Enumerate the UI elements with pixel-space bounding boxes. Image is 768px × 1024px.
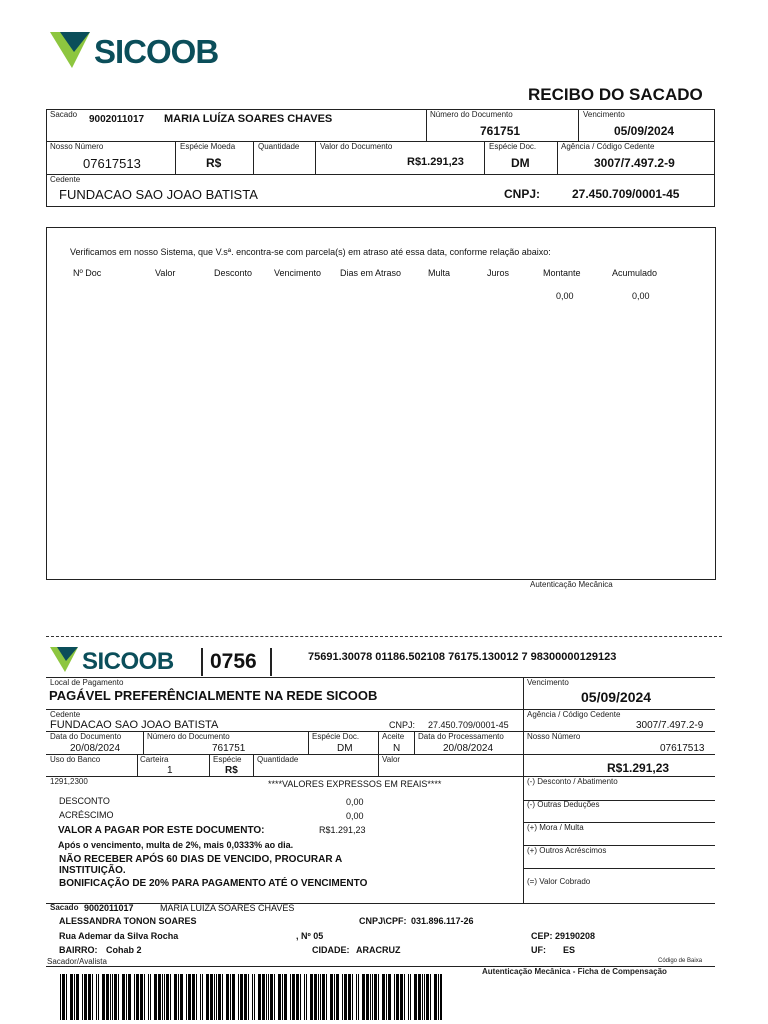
col-header-multa: Multa xyxy=(428,268,451,278)
barcode-bar xyxy=(248,974,249,1020)
receipt-title: RECIBO DO SACADO xyxy=(528,85,703,104)
barcode-bar xyxy=(396,974,399,1020)
payer-bairro: Cohab 2 xyxy=(106,945,142,955)
aceite-value: N xyxy=(393,743,401,754)
barcode-bar xyxy=(70,974,73,1020)
barcode-bar xyxy=(430,974,431,1020)
data-documento-value: 20/08/2024 xyxy=(70,743,121,754)
barcode-bar xyxy=(188,974,191,1020)
barcode-bar xyxy=(282,974,283,1020)
barcode-bar xyxy=(218,974,221,1020)
barcode-bar xyxy=(274,974,275,1020)
barcode-bar xyxy=(192,974,195,1020)
barcode-bar xyxy=(262,974,265,1020)
barcode-bar xyxy=(290,974,291,1020)
agencia-value: 3007/7.497.2-9 xyxy=(594,156,675,170)
barcode-bar xyxy=(296,974,299,1020)
vencimento-value: 05/09/2024 xyxy=(614,124,675,138)
payer-cpf: 031.896.117-26 xyxy=(411,916,474,926)
barcode-bar xyxy=(114,974,117,1020)
barcode-bar xyxy=(118,974,119,1020)
barcode-bar xyxy=(166,974,169,1020)
data-processamento-label: Data do Processamento xyxy=(418,732,504,741)
valor-documento-value: R$1.291,23 xyxy=(407,156,464,168)
nao-receber-text-1: NÃO RECEBER APÓS 60 DIAS DE VENCIDO, PROCURAR A xyxy=(59,854,343,865)
barcode-bar xyxy=(202,974,203,1020)
nosso-numero-value: 07617513 xyxy=(83,156,141,171)
aceite-label: Aceite xyxy=(382,732,405,741)
barcode-bar xyxy=(374,974,377,1020)
payer-uf: ES xyxy=(563,945,576,955)
barcode-bar xyxy=(418,974,421,1020)
payer-cidade-label: CIDADE: xyxy=(312,945,350,955)
bonificacao-text: BONIFICAÇÃO DE 20% PARA PAGAMENTO ATÉ O VENCIMENTO xyxy=(59,878,368,889)
barcode-bar xyxy=(186,974,187,1020)
bank-code: 0756 xyxy=(210,650,257,673)
barcode-bar xyxy=(180,974,183,1020)
col-header-juros: Juros xyxy=(487,268,510,278)
payer-cep: 29190208 xyxy=(555,931,596,941)
barcode-bar xyxy=(386,974,387,1020)
barcode-bar xyxy=(76,974,79,1020)
slip-cnpj-label: CNPJ: xyxy=(389,720,416,730)
barcode-bar xyxy=(440,974,442,1020)
barcode-bar xyxy=(422,974,423,1020)
barcode-bar xyxy=(206,974,209,1020)
barcode-bar xyxy=(162,974,163,1020)
slip-quantidade-label: Quantidade xyxy=(257,755,299,764)
data-processamento-value: 20/08/2024 xyxy=(443,743,494,754)
barcode-bar xyxy=(300,974,301,1020)
outras-deducoes-label: (-) Outras Deduções xyxy=(527,800,600,809)
payer-street: Rua Ademar da Silva Rocha xyxy=(59,931,179,941)
svg-text:SICOOB: SICOOB xyxy=(94,33,219,70)
sacador-label: Sacador/Avalista xyxy=(47,957,107,966)
barcode-bar xyxy=(230,974,231,1020)
col-header-ndoc: Nº Doc xyxy=(73,268,102,278)
barcode-bar xyxy=(362,974,365,1020)
barcode-bar xyxy=(144,974,145,1020)
acrescimo-value: 0,00 xyxy=(346,811,364,821)
slip-agencia-value: 3007/7.497.2-9 xyxy=(636,720,704,731)
barcode-bar xyxy=(106,974,109,1020)
barcode-bar xyxy=(404,974,405,1020)
barcode-bar xyxy=(266,974,267,1020)
barcode-bar xyxy=(150,974,151,1020)
col-header-desconto: Desconto xyxy=(214,268,253,278)
barcode-bar xyxy=(82,974,83,1020)
barcode-bar xyxy=(372,974,373,1020)
barcode-bar xyxy=(148,974,149,1020)
overdue-box xyxy=(46,227,716,580)
slip-cnpj-value: 27.450.709/0001-45 xyxy=(428,720,509,730)
cnpj-label: CNPJ: xyxy=(504,187,541,201)
barcode-bar xyxy=(158,974,161,1020)
barcode-bar xyxy=(358,974,359,1020)
especie-doc-label: Espécie Doc. xyxy=(489,142,537,151)
barcode-bar xyxy=(334,974,335,1020)
col-header-dias: Dias em Atraso xyxy=(340,268,402,278)
acrescimo-label: ACRÉSCIMO xyxy=(59,810,114,820)
barcode-bar xyxy=(348,974,351,1020)
col-header-vencimento: Vencimento xyxy=(274,268,322,278)
barcode-bar xyxy=(62,974,65,1020)
slip-especie-doc-value: DM xyxy=(337,743,353,754)
barcode-bar xyxy=(134,974,135,1020)
barcode-bar xyxy=(126,974,127,1020)
svg-text:SICOOB: SICOOB xyxy=(82,648,174,674)
cut-line xyxy=(46,636,722,637)
barcode-bar xyxy=(84,974,87,1020)
payer-bairro-label: BAIRRO: xyxy=(59,945,98,955)
instruction-code: 1291,2300 xyxy=(50,777,88,786)
valor-pagar-label: VALOR A PAGAR POR ESTE DOCUMENTO: xyxy=(58,825,265,836)
data-documento-label: Data do Documento xyxy=(50,732,122,741)
barcode-bar xyxy=(238,974,239,1020)
montante-value: 0,00 xyxy=(556,291,574,301)
barcode-bar xyxy=(356,974,357,1020)
slip-nosso-numero-label: Nosso Número xyxy=(527,732,581,741)
barcode-bar xyxy=(278,974,281,1020)
nosso-numero-label: Nosso Número xyxy=(50,142,104,151)
especie-moeda-label: Espécie Moeda xyxy=(180,142,236,151)
slip-numero-documento-label: Número do Documento xyxy=(147,732,230,741)
valor-documento-label: Valor do Documento xyxy=(320,142,393,151)
barcode-bar xyxy=(342,974,343,1020)
sicoob-logo xyxy=(50,30,230,72)
barcode-bar xyxy=(196,974,197,1020)
acumulado-value: 0,00 xyxy=(632,291,650,301)
barcode-bar xyxy=(314,974,317,1020)
barcode-bar xyxy=(378,974,379,1020)
barcode-bar xyxy=(258,974,261,1020)
barcode-bar xyxy=(222,974,223,1020)
barcode-bar xyxy=(426,974,429,1020)
barcode-bar xyxy=(330,974,333,1020)
barcode-bar xyxy=(240,974,243,1020)
local-pagamento-label: Local de Pagamento xyxy=(50,678,124,687)
quantidade-label: Quantidade xyxy=(258,142,300,151)
slip-vencimento-label: Vencimento xyxy=(527,678,569,687)
col-header-acumulado: Acumulado xyxy=(612,268,658,278)
barcode-bar xyxy=(320,974,321,1020)
digitable-line: 75691.30078 01186.502108 76175.130012 7 98300000129123 xyxy=(308,651,617,663)
barcode-bar xyxy=(110,974,111,1020)
overdue-notice: Verificamos em nosso Sistema, que V.sª. encontra-se com parcela(s) em atraso até essa data, conforme relação abaixo: xyxy=(70,247,551,257)
barcode-bar xyxy=(66,974,67,1020)
payer-cpf-label: CNPJ\CPF: xyxy=(359,916,407,926)
barcode-bar xyxy=(304,974,305,1020)
barcode-bar xyxy=(268,974,269,1020)
sacado-label: Sacado xyxy=(50,110,78,119)
especie-value: R$ xyxy=(225,765,238,776)
barcode-bar xyxy=(382,974,385,1020)
barcode-bar xyxy=(178,974,179,1020)
nao-receber-text-2: INSTITUIÇÃO. xyxy=(59,865,126,876)
barcode-bar xyxy=(74,974,75,1020)
barcode-bar xyxy=(270,974,273,1020)
barcode xyxy=(60,974,442,1020)
desconto-label: DESCONTO xyxy=(59,796,110,806)
barcode-bar xyxy=(128,974,131,1020)
payer-name: MARIA LUÍZA SOARES CHAVES xyxy=(160,903,295,913)
mora-multa-label: (+) Mora / Multa xyxy=(527,823,584,832)
payer-cep-label: CEP: xyxy=(531,931,553,941)
autenticacao-ficha-label: Autenticação Mecânica - Ficha de Compensação xyxy=(482,967,667,976)
barcode-bar xyxy=(400,974,403,1020)
autenticacao-label: Autenticação Mecânica xyxy=(530,580,613,589)
payer-sacado-label: Sacado xyxy=(50,903,79,912)
barcode-bar xyxy=(336,974,339,1020)
barcode-bar xyxy=(326,974,327,1020)
numero-documento-value: 761751 xyxy=(480,124,521,138)
barcode-bar xyxy=(306,974,307,1020)
payer-guardian: ALESSANDRA TONON SOARES xyxy=(59,916,197,926)
barcode-bar xyxy=(292,974,295,1020)
barcode-bar xyxy=(318,974,319,1020)
barcode-bar xyxy=(200,974,201,1020)
barcode-bar xyxy=(140,974,143,1020)
col-header-valor: Valor xyxy=(155,268,176,278)
especie-doc-value: DM xyxy=(511,156,530,170)
cnpj-value: 27.450.709/0001-45 xyxy=(572,187,680,201)
valor-label: Valor xyxy=(382,755,401,764)
outros-acrescimos-label: (+) Outros Acréscimos xyxy=(527,846,607,855)
barcode-bar xyxy=(310,974,313,1020)
col-header-montante: Montante xyxy=(543,268,581,278)
desconto-value: 0,00 xyxy=(346,797,364,807)
sacado-name: MARIA LUÍZA SOARES CHAVES xyxy=(164,113,333,125)
payer-number: , Nº 05 xyxy=(296,931,324,941)
desconto-abatimento-label: (-) Desconto / Abatimento xyxy=(527,777,618,786)
barcode-bar xyxy=(164,974,165,1020)
barcode-bar xyxy=(96,974,97,1020)
agencia-label: Agência / Código Cedente xyxy=(561,142,655,151)
slip-numero-documento-value: 761751 xyxy=(212,743,246,754)
cedente-value: FUNDACAO SAO JOAO BATISTA xyxy=(59,187,258,202)
barcode-bar xyxy=(210,974,213,1020)
instruction-header: ****VALORES EXPRESSOS EM REAIS**** xyxy=(268,779,442,789)
barcode-bar xyxy=(408,974,409,1020)
especie-moeda-value: R$ xyxy=(206,156,222,170)
barcode-bar xyxy=(366,974,369,1020)
barcode-bar xyxy=(424,974,425,1020)
especie-label: Espécie xyxy=(213,755,242,764)
local-pagamento-value: PAGÁVEL PREFERÊNCIALMENTE NA REDE SICOOB xyxy=(49,688,378,703)
barcode-bar xyxy=(154,974,157,1020)
slip-vencimento-value: 05/09/2024 xyxy=(581,689,652,705)
cedente-label: Cedente xyxy=(50,175,81,184)
barcode-bar xyxy=(102,974,105,1020)
barcode-bar xyxy=(388,974,391,1020)
barcode-bar xyxy=(344,974,347,1020)
codigo-baixa-label: Código de Baixa xyxy=(658,958,703,964)
barcode-bar xyxy=(244,974,247,1020)
barcode-bar xyxy=(322,974,325,1020)
barcode-bar xyxy=(170,974,171,1020)
barcode-bar xyxy=(112,974,113,1020)
slip-cedente-value: FUNDACAO SAO JOAO BATISTA xyxy=(50,719,219,731)
barcode-bar xyxy=(136,974,139,1020)
barcode-bar xyxy=(214,974,215,1020)
payer-code: 9002011017 xyxy=(84,903,134,913)
slip-especie-doc-label: Espécie Doc. xyxy=(312,732,360,741)
payer-uf-label: UF: xyxy=(531,945,546,955)
multa-text: Após o vencimento, multa de 2%, mais 0,0333% ao dia. xyxy=(58,840,294,850)
carteira-value: 1 xyxy=(167,765,173,776)
barcode-bar xyxy=(410,974,411,1020)
barcode-bar xyxy=(252,974,253,1020)
sicoob-logo-slip xyxy=(50,646,198,674)
barcode-bar xyxy=(226,974,229,1020)
valor-cobrado-label: (=) Valor Cobrado xyxy=(527,877,591,886)
barcode-bar xyxy=(438,974,439,1020)
barcode-bar xyxy=(232,974,235,1020)
vencimento-label: Vencimento xyxy=(583,110,625,119)
barcode-bar xyxy=(370,974,371,1020)
valor-pagar-value: R$1.291,23 xyxy=(319,825,366,835)
barcode-bar xyxy=(394,974,395,1020)
barcode-bar xyxy=(216,974,217,1020)
barcode-bar xyxy=(434,974,437,1020)
numero-documento-label: Número do Documento xyxy=(430,110,513,119)
barcode-bar xyxy=(60,974,61,1020)
slip-nosso-numero-value: 07617513 xyxy=(660,743,705,754)
barcode-bar xyxy=(284,974,287,1020)
barcode-bar xyxy=(88,974,91,1020)
uso-banco-label: Uso do Banco xyxy=(50,755,101,764)
barcode-bar xyxy=(98,974,99,1020)
slip-valor-documento-value: R$1.291,23 xyxy=(607,761,670,775)
barcode-bar xyxy=(122,974,125,1020)
barcode-bar xyxy=(254,974,255,1020)
slip-agencia-label: Agência / Código Cedente xyxy=(527,710,621,719)
payer-cidade: ARACRUZ xyxy=(356,945,401,955)
slip-cedente-label: Cedente xyxy=(50,710,81,719)
carteira-label: Carteira xyxy=(140,755,169,764)
barcode-bar xyxy=(92,974,93,1020)
barcode-bar xyxy=(414,974,417,1020)
sacado-code: 9002011017 xyxy=(89,114,145,125)
barcode-bar xyxy=(174,974,177,1020)
barcode-bar xyxy=(352,974,353,1020)
